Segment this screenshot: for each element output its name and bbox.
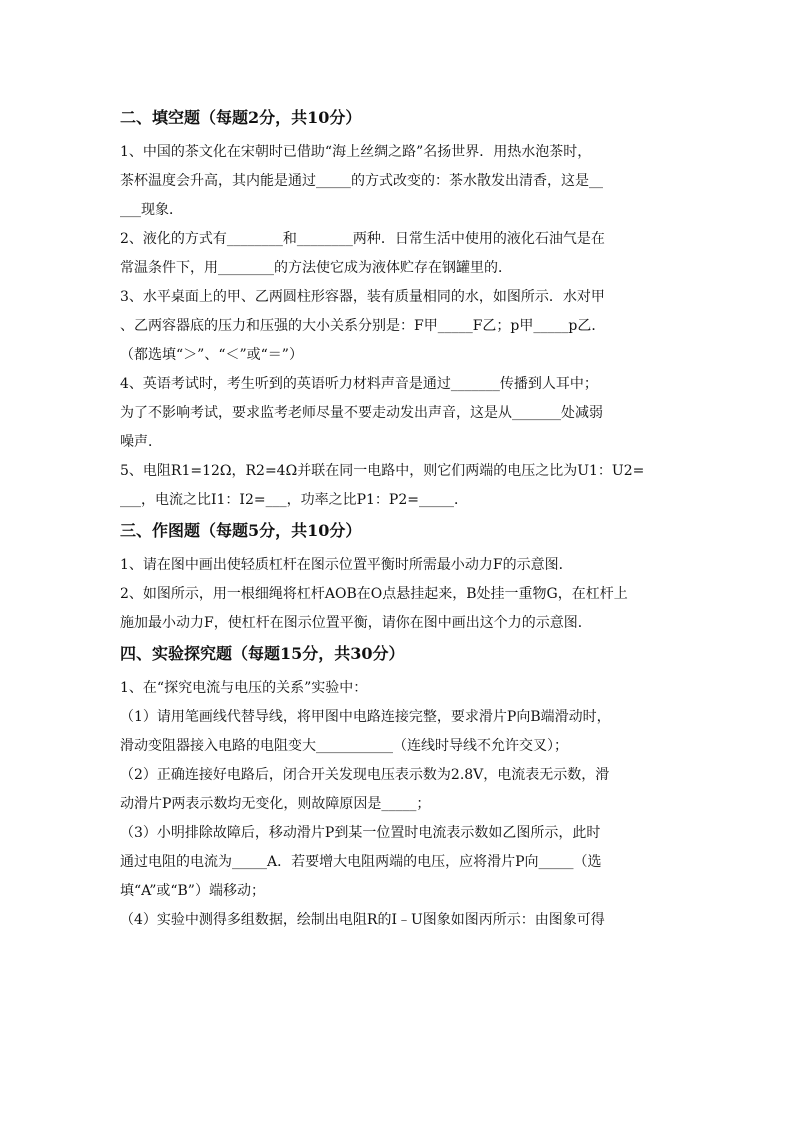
question-line: 滑动变阻器接入电路的电阻变大___________（连线时导线不允许交叉）；: [120, 738, 568, 754]
question-line: 3、水平桌面上的甲、乙两圆柱形容器，装有质量相同的水，如图所示．水对甲: [120, 289, 605, 305]
question-line: 施加最小动力F，使杠杆在图示位置平衡，请你在图中画出这个力的示意图．: [120, 615, 592, 631]
section-drawing: [120, 519, 680, 638]
question-line: ___现象．: [120, 202, 183, 218]
question-line: 4、英语考试时，考生听到的英语听力材料声音是通过_______传播到人耳中；: [120, 376, 598, 392]
section-fill-in-blanks: [120, 106, 680, 515]
section-heading: 三、作图题（每题5分，共10分）: [120, 521, 362, 540]
question-line: 动滑片P两表示数均无变化，则故障原因是_____；: [120, 796, 431, 812]
question-line: （都选填“＞”、“＜”或“＝”）: [120, 347, 303, 363]
question-line: （4）实验中测得多组数据，绘制出电阻R的I﹣U图象如图丙所示：由图象可得: [120, 912, 605, 928]
question-line: 1、中国的茶文化在宋朝时已借助“海上丝绸之路”名扬世界．用热水泡茶时，: [120, 144, 592, 160]
question-line: （3）小明排除故障后，移动滑片P到某一位置时电流表示数如乙图所示，此时: [120, 825, 601, 841]
question-line: 噪声．: [120, 434, 162, 450]
question-line: 茶杯温度会升高，其内能是通过_____的方式改变的：茶水散发出清香，这是__: [120, 173, 603, 189]
section-experiment: [120, 642, 680, 935]
question-line: 1、在“探究电流与电压的关系”实验中：: [120, 680, 368, 696]
question-line: 2、如图所示，用一根细绳将杠杆AOB在O点悬挂起来，B处挂一重物G，在杠杆上: [120, 586, 628, 602]
section-heading: 二、填空题（每题2分，共10分）: [120, 108, 362, 127]
question-line: 1、请在图中画出使轻质杠杆在图示位置平衡时所需最小动力F的示意图．: [120, 557, 573, 573]
question-line: （1）请用笔画线代替导线，将甲图中电路连接完整，要求滑片P向B端滑动时，: [120, 709, 611, 725]
question-line: 填“A”或“B”）端移动；: [120, 883, 265, 899]
question-line: ___，电流之比I1：I2=___，功率之比P1：P2=_____．: [120, 492, 468, 508]
question-line: 、乙两容器底的压力和压强的大小关系分别是：F甲_____F乙；p甲_____p乙．: [120, 318, 606, 334]
question-line: 为了不影响考试，要求监考老师尽量不要走动发出声音，这是从_______处减弱: [120, 405, 603, 421]
question-line: 常温条件下，用________的方法使它成为液体贮存在钢罐里的．: [120, 260, 512, 276]
question-line: 2、液化的方式有________和________两种．日常生活中使用的液化石油气是在: [120, 231, 605, 247]
question-line: 通过电阻的电流为_____A．若要增大电阻两端的电压，应将滑片P向_____（选: [120, 854, 602, 870]
document-page: [120, 106, 680, 935]
question-line: （2）正确连接好电路后，闭合开关发现电压表示数为2.8V，电流表无示数，滑: [120, 767, 610, 783]
section-heading: 四、实验探究题（每题15分，共30分）: [120, 644, 405, 663]
question-line: 5、电阻R1=12Ω，R2=4Ω并联在同一电路中，则它们两端的电压之比为U1：U2=: [120, 463, 645, 479]
